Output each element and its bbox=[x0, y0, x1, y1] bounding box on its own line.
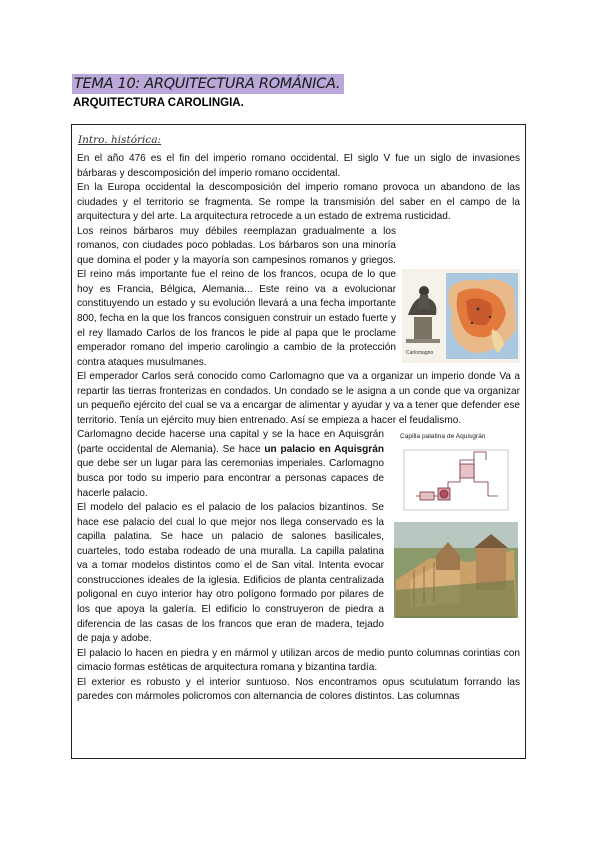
capilla-figure bbox=[390, 430, 520, 620]
carlomagno-map-figure bbox=[402, 269, 520, 363]
paragraph-4: El emperador Carlos será conocido como Carlomagno que va a organizar un imperio donde Va a repartir las tierras fronterizas en condados. Un condado se le asigna a un conde que va organizar un pequeño ejército del cual se va a encargar de alimentar y ayudar y va a tener que defender ese territorio. Tenía un ejército muy bien entrenado. Así se empieza a hacer el feudalismo. bbox=[77, 371, 520, 426]
capilla-palatina-image bbox=[390, 430, 520, 620]
paragraph-1: En el año 476 es el fin del imperio romano occidental. El siglo V fue un siglo de invasiones bárbaras y descomposición del imperio romano occidental. bbox=[77, 153, 520, 179]
paragraph-3-text: Los reinos bárbaros muy débiles reemplazan gradualmente a los romanos, con ciudades poco pobladas. Los bárbaros son una minoría que domina el poder y la mayoría son campesinos romanos y griegos. El reino más importante fue el reino de los francos, ocupa de lo que hoy es Francia, Bélgica, Alemania... Este reino va a evolucionar constituyendo un estado y su evolución llevará a una fecha importante 800, fecha en la que los francos consiguen construir un estado fuerte y el rey llamado Carlos de los francos le pide al papa que le proclame emperador romano del imperio carolingio a cambio de la protección contra ataques musulmanes. bbox=[77, 225, 396, 368]
paragraph-5-text-end: que debe ser un lugar para las ceremonias imperiales. Carlomagno busca por todo su imperio para encontrar a personas capaces de hacerle palacio. bbox=[77, 458, 384, 499]
carlomagno-map-image bbox=[402, 269, 520, 363]
intro-content bbox=[77, 152, 520, 705]
capilla-caption: Capilla palatina de Aquisgrán bbox=[400, 433, 486, 441]
paragraph-2: En la Europa occidental la descomposición del imperio romano provoca un abandono de las ciudades y el territorio se fragmenta. Se rompe la transmisión del saber en el campo de la arquitectura y del arte. La arquitectura retrocede a un estado de extrema rusticidad. bbox=[77, 182, 520, 223]
page-title: TEMA 10: ARQUITECTURA ROMÁNICA. bbox=[72, 74, 344, 94]
intro-box bbox=[71, 124, 526, 759]
carlomagno-caption: Carlomagno bbox=[406, 349, 434, 356]
paragraph-6: El modelo del palacio es el palacio de los palacios bizantinos. Se hace ese palacio del cual lo que mejor nos llega conservado es la capilla palatina. Se hace un palacio de salones basilicales, cuarteles, todo estaba rodeado de una muralla. La capilla palatina va a tomar modelos distintos como el de San vital. Intenta evocar construcciones ideales de la iglesia. Edificios de planta centralizada poligonal en cuyo interior hay otro polígono formado por pilares de los que apoya la galería. El edificio lo construyeron de piedra a diferencia de las casas de los francos que eran de madera, tejado de paja y adobe. bbox=[77, 502, 384, 645]
palacio-emphasis: un palacio en Aquisgrán bbox=[264, 443, 385, 455]
paragraph-8: El exterior es robusto y el interior suntuoso. Nos encontramos opus scutulatum forrando las paredes con mármoles policromos con alternancia de colores distintos. Las columnas bbox=[77, 676, 520, 703]
paragraph-5 bbox=[77, 428, 520, 501]
paragraph-3 bbox=[77, 225, 520, 370]
paragraph-5-text: Carlomagno decide hacerse una capital y se la hace en Aquisgrán (parte occidental de Alemania). Se hace bbox=[77, 429, 384, 455]
section-subtitle: ARQUITECTURA CAROLINGIA. bbox=[73, 97, 244, 109]
paragraph-7: El palacio lo hacen en piedra y en mármol y utilizan arcos de medio punto columnas corintias con cimacio formas estéticas de arquitectura romana y bizantina tardía. bbox=[77, 647, 520, 674]
intro-heading: Intro. histórica: bbox=[78, 134, 162, 146]
